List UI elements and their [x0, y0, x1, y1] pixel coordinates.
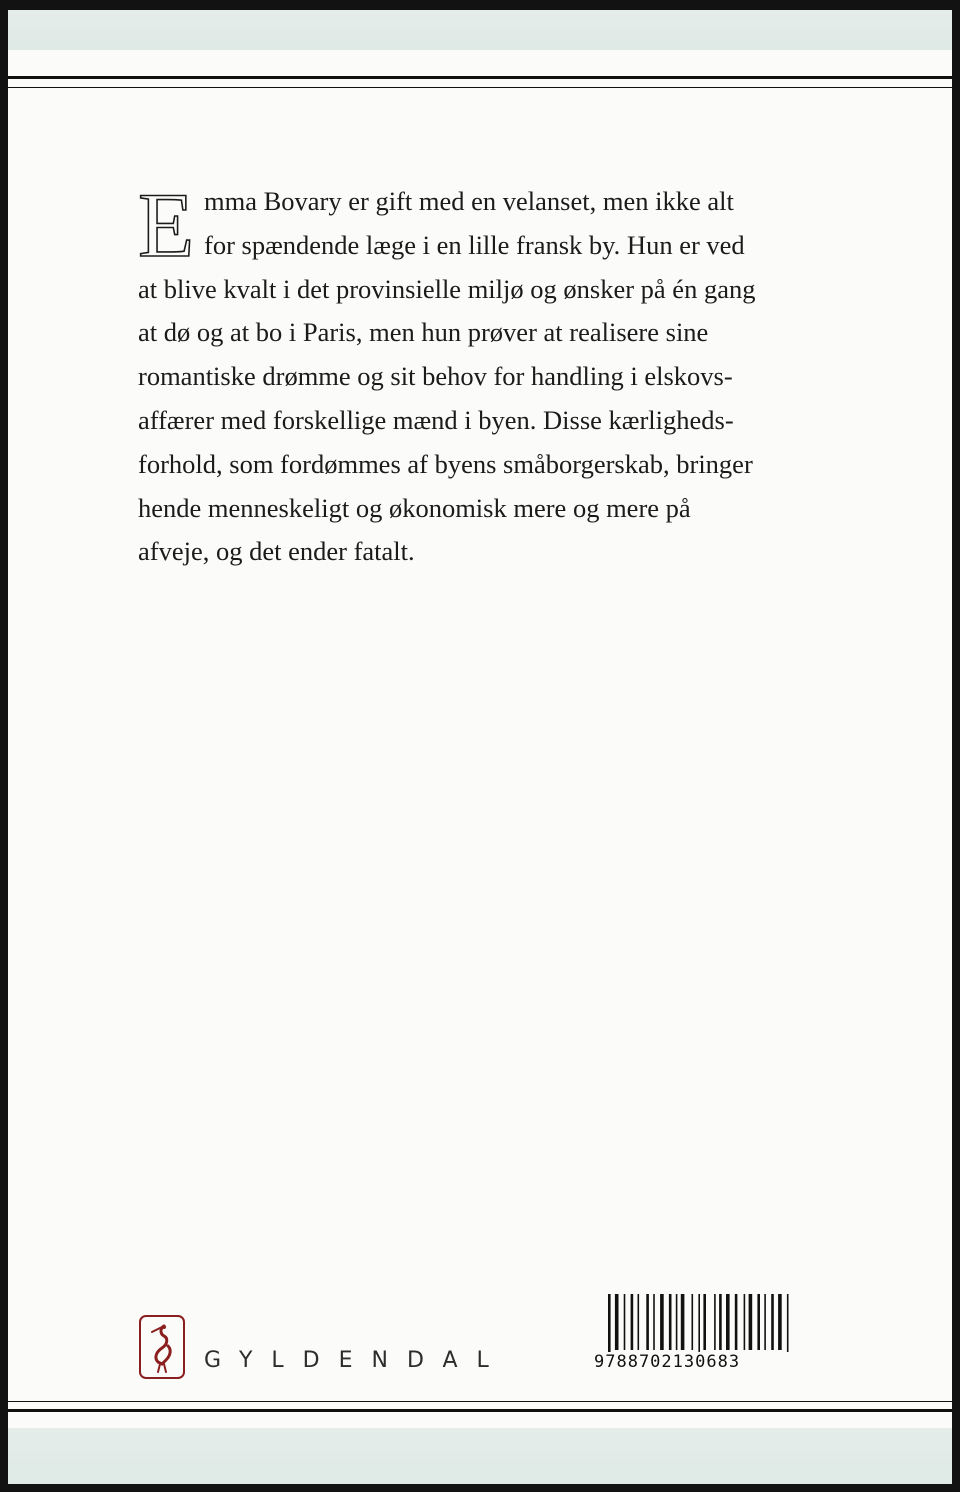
- barcode-bar: [703, 1294, 706, 1350]
- dropcap-letter: [136, 184, 200, 262]
- isbn-digits: 9788702130683: [594, 1352, 741, 1372]
- barcode-bar: [719, 1294, 722, 1350]
- top-thin-rule: [8, 87, 952, 88]
- blurb-line-6: affærer med forskellige mænd i byen. Disse kærligheds-: [138, 404, 734, 435]
- barcode-bar: [787, 1294, 789, 1352]
- barcode-bar: [615, 1294, 619, 1350]
- blurb-line-4: at dø og at bo i Paris, men hun prøver at realisere sine: [138, 317, 709, 348]
- barcode-bar: [757, 1294, 760, 1350]
- isbn-barcode: [594, 1294, 806, 1374]
- barcode-bar: [764, 1294, 766, 1350]
- barcode-bar: [660, 1294, 664, 1350]
- blurb-text: [138, 180, 828, 574]
- barcode-bars: [594, 1294, 806, 1352]
- barcode-bar: [681, 1294, 685, 1350]
- barcode-bar: [608, 1294, 611, 1352]
- barcode-bar: [771, 1294, 774, 1350]
- blurb-line-2: for spændende læge i en lille fransk by. Hun er ved: [204, 229, 745, 260]
- blurb-line-5: romantiske drømme og sit behov for handling i elskovs-: [138, 361, 733, 392]
- bottom-tinted-band: [8, 1428, 952, 1484]
- barcode-bar: [698, 1294, 700, 1352]
- bottom-thin-rule: [8, 1401, 952, 1402]
- barcode-bar: [749, 1294, 753, 1350]
- bottom-thick-rule: [8, 1409, 952, 1412]
- top-thick-rule: [8, 76, 952, 79]
- blurb-line-1: mma Bovary er gift med en velanset, men ikke alt: [204, 186, 734, 216]
- barcode-bar: [631, 1294, 634, 1350]
- barcode-bar: [676, 1294, 678, 1350]
- barcode-bar: [646, 1294, 649, 1350]
- heron-icon: [138, 1314, 186, 1380]
- barcode-bar: [714, 1294, 716, 1350]
- barcode-bar: [692, 1294, 694, 1350]
- barcode-bar: [778, 1294, 782, 1350]
- publisher-name: GYLDENDAL: [204, 1348, 508, 1373]
- barcode-bar: [735, 1294, 738, 1350]
- dropcap-glyph: E: [138, 184, 195, 262]
- blurb-line-9: afveje, og det ender fatalt.: [138, 536, 415, 567]
- blurb-line-3: at blive kvalt i det provinsielle miljø og ønsker på én gang: [138, 273, 756, 304]
- barcode-bar: [653, 1294, 655, 1350]
- barcode-bar: [638, 1294, 640, 1350]
- top-tinted-band: [8, 10, 952, 50]
- barcode-bar: [726, 1294, 730, 1350]
- blurb-line-8: hende menneskeligt og økonomisk mere og mere på: [138, 492, 691, 523]
- barcode-bar: [624, 1294, 626, 1350]
- blurb-line-7: forhold, som fordømmes af byens småborgerskab, bringer: [138, 448, 753, 479]
- barcode-bar: [669, 1294, 672, 1350]
- barcode-bar: [744, 1294, 746, 1350]
- book-back-cover: [8, 10, 952, 1484]
